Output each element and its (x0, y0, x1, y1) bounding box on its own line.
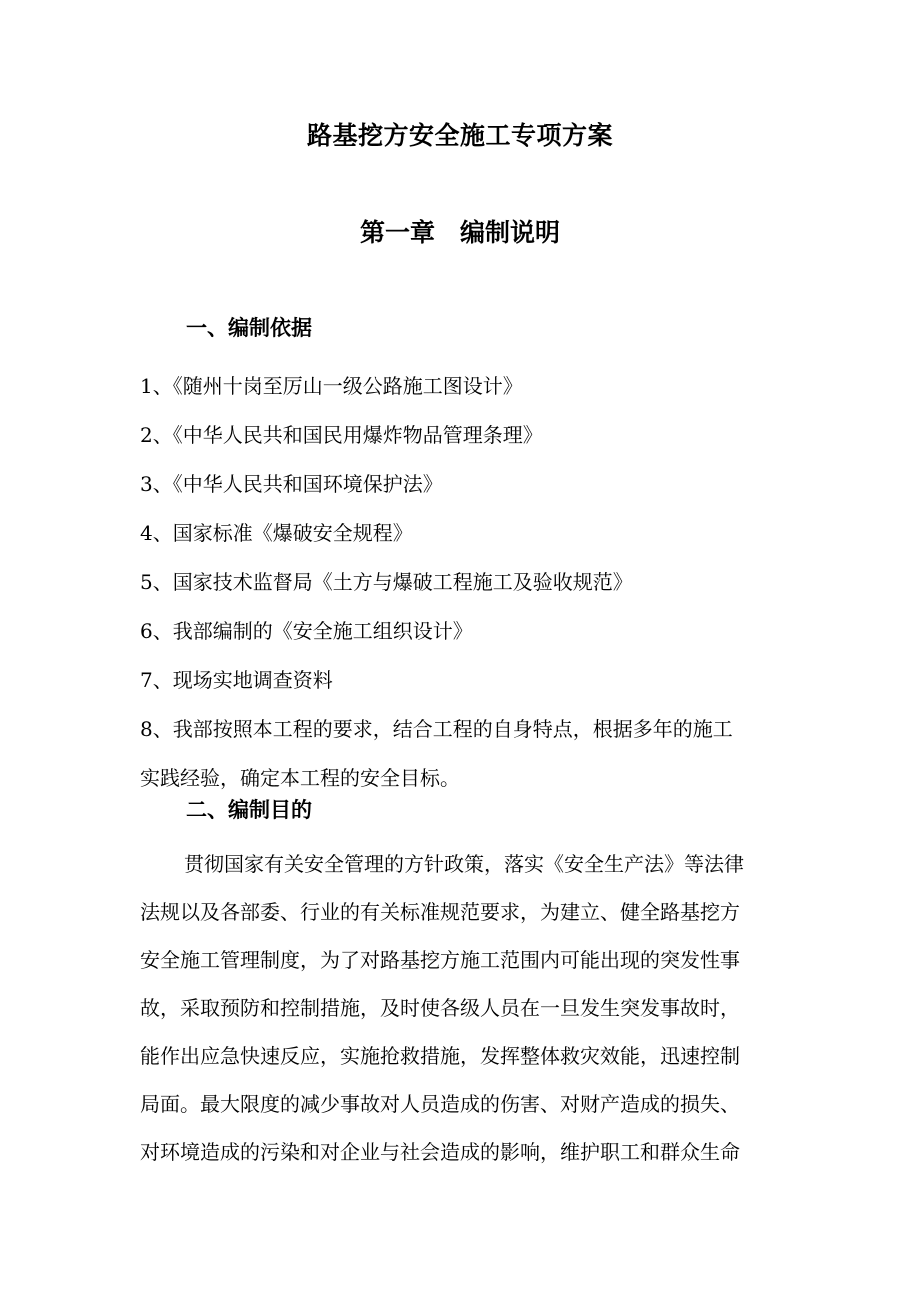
list-item: 7、现场实地调查资料 (140, 668, 333, 692)
basis-list (140, 362, 790, 803)
paragraph-line: 对环境造成的污染和对企业与社会造成的影响，维护职工和群众生命 (140, 1140, 740, 1164)
list-item-8 (140, 705, 790, 803)
list-item-line: 实践经验，确定本工程的安全目标。 (140, 766, 460, 790)
list-item: 4、国家标准《爆破安全规程》 (140, 521, 413, 545)
section-heading-purpose: 二、编制目的 (186, 797, 312, 822)
paragraph-line: 安全施工管理制度，为了对路基挖方施工范围内可能出现的突发性事 (140, 948, 740, 972)
section-heading-basis: 一、编制依据 (186, 315, 312, 340)
paragraph-line: 法规以及各部委、行业的有关标准规范要求，为建立、健全路基挖方 (140, 900, 740, 924)
paragraph-line: 能作出应急快速反应，实施抢救措施，发挥整体救灾效能，迅速控制 (140, 1044, 740, 1068)
list-item-line: 8、我部按照本工程的要求，结合工程的自身特点，根据多年的施工 (140, 717, 733, 741)
paragraph-line: 贯彻国家有关安全管理的方针政策，落实《安全生产法》等法律 (184, 852, 744, 876)
list-item: 3、《中华人民共和国环境保护法》 (140, 472, 443, 496)
paragraph-line: 故，采取预防和控制措施，及时使各级人员在一旦发生突发事故时， (140, 996, 740, 1020)
document-title: 路基挖方安全施工专项方案 (306, 121, 613, 150)
chapter-title: 第一章 编制说明 (359, 218, 560, 247)
paragraph-line: 局面。最大限度的减少事故对人员造成的伤害、对财产造成的损失、 (140, 1092, 740, 1116)
list-item: 1、《随州十岗至厉山一级公路施工图设计》 (140, 374, 523, 398)
list-item: 5、国家技术监督局《土方与爆破工程施工及验收规范》 (140, 570, 633, 594)
purpose-paragraph (140, 840, 790, 1176)
list-item: 2、《中华人民共和国民用爆炸物品管理条理》 (140, 423, 543, 447)
list-item: 6、我部编制的《安全施工组织设计》 (140, 619, 473, 643)
